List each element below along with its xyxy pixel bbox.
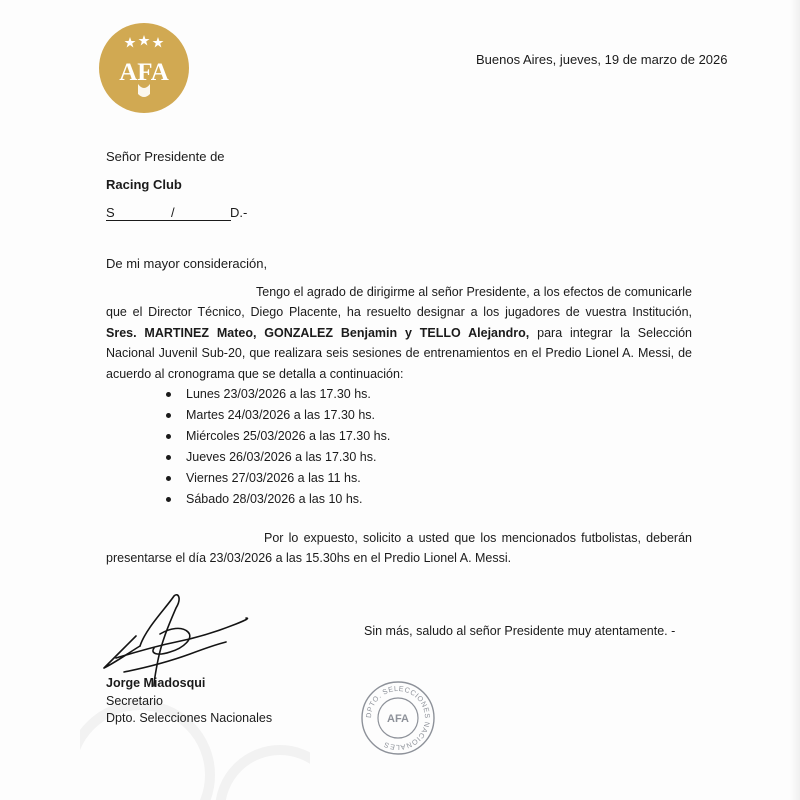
signer-department: Dpto. Selecciones Nacionales bbox=[106, 711, 273, 725]
signer-name: Jorge Miadosqui bbox=[106, 676, 206, 690]
recipient-address bbox=[106, 205, 248, 221]
training-schedule bbox=[166, 384, 390, 510]
crest-letters: AFA bbox=[119, 59, 169, 86]
page-edge-shadow bbox=[790, 0, 800, 800]
address-underline bbox=[106, 220, 231, 221]
player-names: Sres. MARTINEZ Mateo, GONZALEZ Benjamin y TELLO Alejandro, bbox=[106, 325, 530, 340]
closing-line: Sin más, saludo al señor Presidente muy atentamente. - bbox=[364, 624, 676, 638]
schedule-item: Sábado 28/03/2026 a las 10 hs. bbox=[166, 489, 390, 510]
schedule-item: Jueves 26/03/2026 a las 17.30 hs. bbox=[166, 447, 390, 468]
paragraph-continuation: para integrar la Selección Nacional Juvenil Sub-20, que realizara seis sesiones de entrenamientos en el Predio Lionel A. Messi, de acuerdo al cronograma que se detalla a continuación: bbox=[106, 325, 692, 381]
schedule-item: Viernes 27/03/2026 a las 11 hs. bbox=[166, 468, 390, 489]
recipient-name: Racing Club bbox=[106, 177, 182, 192]
afa-crest-icon bbox=[98, 22, 190, 114]
address-d: D.- bbox=[230, 205, 248, 220]
body-paragraph-1 bbox=[106, 282, 692, 384]
signer-role: Secretario bbox=[106, 694, 163, 708]
address-s: S bbox=[106, 205, 115, 220]
schedule-item: Martes 24/03/2026 a las 17.30 hs. bbox=[166, 405, 390, 426]
schedule-item: Lunes 23/03/2026 a las 17.30 hs. bbox=[166, 384, 390, 405]
stamp-center-text: AFA bbox=[387, 713, 409, 725]
letter-date: Buenos Aires, jueves, 19 de marzo de 2026 bbox=[476, 52, 728, 67]
body-paragraph-2: Por lo expuesto, solicito a usted que los mencionados futbolistas, deberán presentarse el día 23/03/2026 a las 15.30hs en el Predio Lionel A. Messi. bbox=[106, 531, 692, 566]
schedule-item: Miércoles 25/03/2026 a las 17.30 hs. bbox=[166, 426, 390, 447]
department-stamp-icon bbox=[360, 680, 436, 756]
paragraph-intro: Tengo el agrado de dirigirme al señor Presidente, a los efectos de comunicarle que el Director Técnico, Diego Placente, ha resuelto designar a los jugadores de vuestra Institución, bbox=[106, 285, 692, 320]
recipient-greeting: Señor Presidente de bbox=[106, 149, 225, 164]
handwritten-signature bbox=[96, 588, 254, 690]
salutation: De mi mayor consideración, bbox=[106, 256, 268, 271]
address-slash: / bbox=[171, 205, 175, 220]
stamp-ring-text: DPTO. SELECCIONES NACIONALES bbox=[363, 683, 433, 753]
